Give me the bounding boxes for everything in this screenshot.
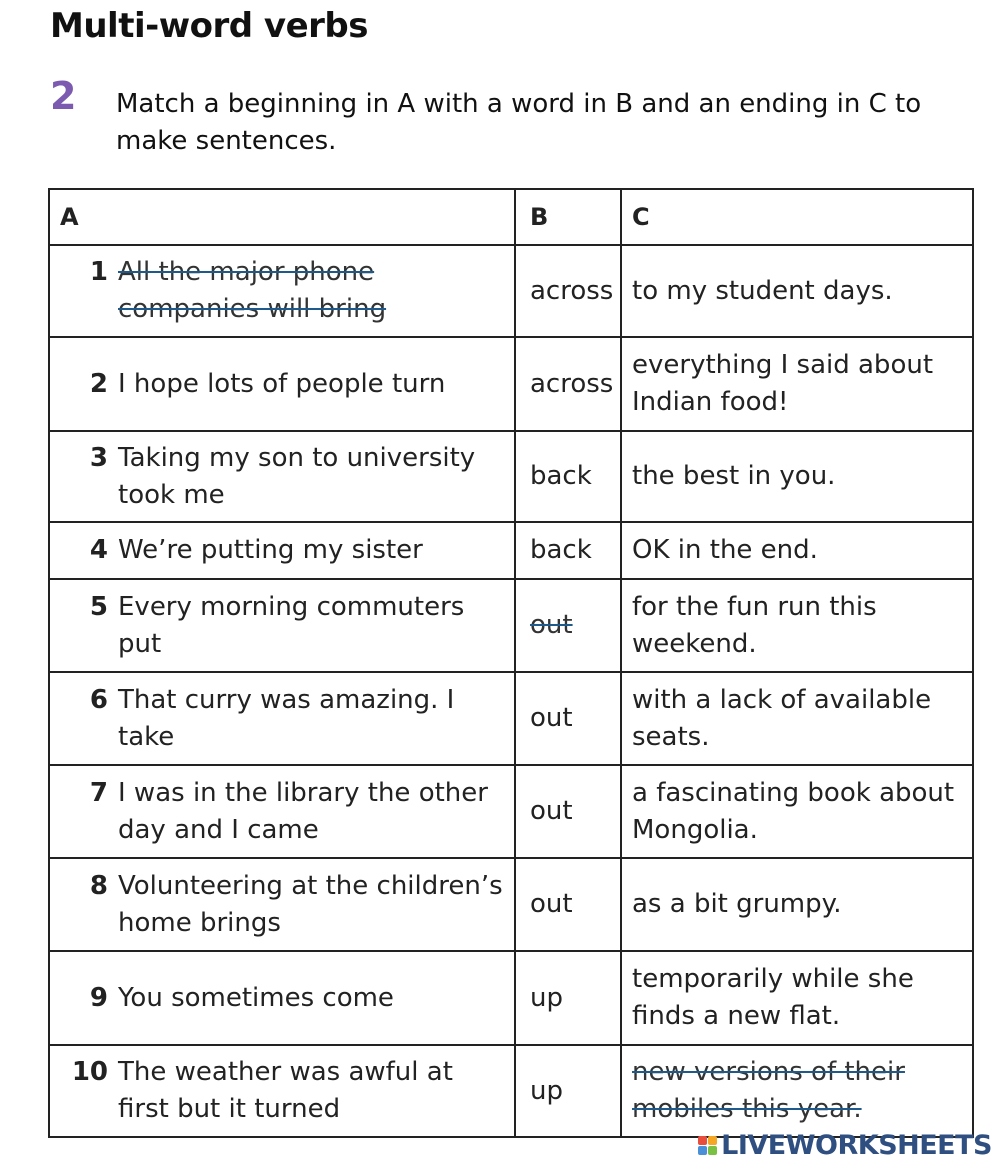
cell-ending [621, 337, 973, 431]
ending-text: the best in you. [632, 461, 836, 491]
ending-text: new versions of their mobiles this year. [632, 1057, 905, 1124]
table-row [49, 431, 973, 522]
particle-text: back [530, 535, 592, 565]
particle-text: back [530, 461, 592, 491]
particle-text: out [530, 796, 573, 826]
table-row [49, 1045, 973, 1137]
column-header-a: A [49, 189, 515, 245]
row-number: 2 [89, 368, 108, 399]
ending-text: a fascinating book about Mongolia. [632, 777, 955, 845]
table-header-row [49, 189, 973, 245]
cell-particle [515, 672, 621, 765]
particle-text: out [530, 610, 573, 640]
particle-text: across [530, 368, 614, 399]
ending-text: everything I said about Indian food! [632, 350, 934, 417]
cell-ending [621, 522, 973, 579]
table-row [49, 522, 973, 579]
cell-beginning [49, 245, 515, 337]
beginning-text: Volunteering at the children’s home brings [118, 870, 503, 938]
cell-particle [515, 858, 621, 951]
row-number: 6 [89, 684, 108, 715]
beginning-text: We’re putting my sister [118, 535, 423, 565]
ending-text: for the fun run this weekend. [632, 591, 877, 659]
column-header-c: C [621, 189, 973, 245]
page-title: Multi-word verbs [50, 6, 368, 46]
cell-beginning [49, 431, 515, 522]
row-number: 10 [71, 1057, 108, 1087]
cell-particle [515, 337, 621, 431]
cell-ending [621, 672, 973, 765]
table-row [49, 245, 973, 337]
row-number: 1 [89, 257, 108, 287]
particle-text: up [530, 982, 563, 1013]
cell-beginning [49, 337, 515, 431]
cell-ending [621, 858, 973, 951]
exercise-number: 2 [50, 74, 77, 118]
cell-particle [515, 431, 621, 522]
row-number: 3 [89, 442, 108, 473]
exercise-instruction: Match a beginning in A with a word in B and an ending in C to make sentences. [116, 89, 922, 156]
beginning-text: That curry was amazing. I take [118, 684, 455, 752]
cell-particle [515, 765, 621, 858]
cell-beginning [49, 522, 515, 579]
cell-beginning [49, 672, 515, 765]
ending-text: with a lack of available seats. [632, 684, 932, 752]
ending-text: to my student days. [632, 275, 893, 306]
column-header-b: B [515, 189, 621, 245]
particle-text: across [530, 275, 614, 306]
beginning-text: Every morning commuters put [118, 591, 465, 659]
row-number: 7 [89, 777, 108, 808]
particle-text: out [530, 889, 573, 919]
table-row [49, 672, 973, 765]
table-row [49, 858, 973, 951]
row-number: 9 [89, 982, 108, 1013]
cell-particle [515, 522, 621, 579]
cell-beginning [49, 765, 515, 858]
ending-text: OK in the end. [632, 535, 818, 565]
cell-ending [621, 1045, 973, 1137]
cell-particle [515, 1045, 621, 1137]
cell-particle [515, 951, 621, 1045]
table-row [49, 579, 973, 672]
beginning-text: All the major phone companies will bring [118, 257, 387, 324]
particle-text: up [530, 1075, 563, 1106]
particle-text: out [530, 703, 573, 733]
beginning-text: You sometimes come [118, 982, 394, 1013]
table-row [49, 951, 973, 1045]
cell-particle [515, 579, 621, 672]
row-number: 5 [89, 591, 108, 622]
ending-text: as a bit grumpy. [632, 889, 842, 919]
beginning-text: Taking my son to university took me [118, 442, 476, 510]
beginning-text: I hope lots of people turn [118, 368, 446, 399]
cell-particle [515, 245, 621, 337]
beginning-text: The weather was awful at first but it turned [118, 1057, 453, 1124]
watermark-text: LIVEWORKSHEETS [721, 1130, 992, 1161]
table-row [49, 337, 973, 431]
ending-text: temporarily while she finds a new flat. [632, 964, 914, 1031]
row-number: 4 [89, 535, 108, 565]
cell-ending [621, 579, 973, 672]
cell-ending [621, 245, 973, 337]
cell-beginning [49, 579, 515, 672]
cell-beginning [49, 951, 515, 1045]
cell-ending [621, 765, 973, 858]
table-row [49, 765, 973, 858]
liveworksheets-logo-icon [698, 1136, 717, 1155]
cell-beginning [49, 1045, 515, 1137]
cell-ending [621, 431, 973, 522]
cell-ending [621, 951, 973, 1045]
row-number: 8 [89, 870, 108, 901]
matching-table [48, 188, 974, 1138]
liveworksheets-watermark [698, 1130, 992, 1161]
beginning-text: I was in the library the other day and I came [118, 777, 488, 845]
cell-beginning [49, 858, 515, 951]
